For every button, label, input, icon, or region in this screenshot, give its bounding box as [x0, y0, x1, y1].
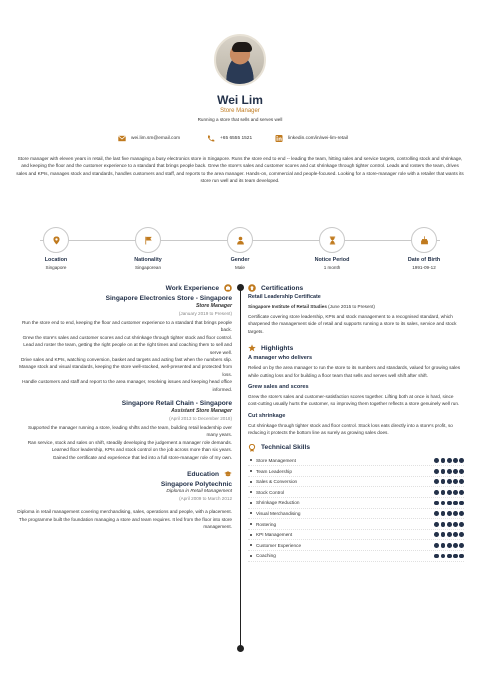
job-1-dates: (January 2019 to Present) — [178, 311, 232, 316]
cert-name: Retail Leadership Certificate — [248, 294, 321, 300]
skill-row — [248, 530, 464, 541]
contact-email-text: wei.lim.sm@email.com — [131, 136, 181, 141]
skill-rating-dot — [434, 522, 439, 527]
skill-rating-dot — [459, 490, 464, 495]
skill-rating-dot — [453, 511, 458, 516]
linkedin-icon — [275, 135, 283, 142]
skill-rating-dot — [441, 469, 446, 474]
info-dob — [388, 227, 460, 270]
skill-rating-dot — [447, 522, 452, 527]
skill-rating-dot — [434, 511, 439, 516]
skill-bullet — [250, 534, 252, 536]
skill-name: Visual Merchandising — [256, 510, 301, 516]
skill-bullet — [250, 491, 252, 493]
info-location-value: Singapore — [45, 265, 67, 270]
skill-name: Stock Control — [256, 489, 285, 495]
skills-list — [248, 456, 464, 562]
summary-text: Store manager with eleven years in retail, the last five managing a busy electronics store in Singapore. Runs the store end to end -- leading the team, hitting sales and service targets, controlling stock and shrinkage, and keeping the floor and the customer experience to a standard that brings people back. Grew the store's sales and customer scores and cut shrinkage through tighter control. Leads and rosters the team, drives sales and KPIs, manages stock and standards, handles customers and staff, and reports to the area manager. Hands-on, commercial and people-focused. Looking for a store-manager role with a retailer that wants its store run well and its team developed. — [16, 156, 464, 184]
skill-rating — [434, 479, 464, 484]
skill-rating-dot — [459, 501, 464, 506]
skill-rating-dot — [434, 543, 439, 548]
job-1-desc-line: Grew the store's sales and customer scores and cut shrinkage through tighter stock and floor control. — [22, 334, 232, 340]
cake-icon — [420, 236, 429, 245]
info-dob-label: Date of Birth — [407, 257, 441, 263]
job-2-title: Assistant Store Manager — [171, 408, 232, 415]
person-icon — [236, 236, 245, 245]
skill-rating-dot — [441, 543, 446, 548]
skill-rating — [434, 469, 464, 474]
skill-rating-dot — [453, 543, 458, 548]
skill-row — [248, 498, 464, 509]
skill-rating-dot — [447, 543, 452, 548]
avatar — [214, 34, 266, 86]
info-location-label: Location — [44, 257, 68, 263]
job-2-company: Singapore Retail Chain - Singapore — [121, 400, 232, 408]
timeline-dot-top — [237, 284, 244, 291]
skill-rating-dot — [459, 543, 464, 548]
skill-rating-dot — [441, 532, 446, 537]
skill-row — [248, 551, 464, 562]
education-heading — [16, 470, 232, 478]
skill-rating-dot — [459, 532, 464, 537]
skill-row — [248, 456, 464, 467]
cert-dates: (June 2015 to Present) — [328, 304, 375, 309]
job-1-title: Store Manager — [195, 303, 232, 309]
skill-rating-dot — [434, 554, 439, 559]
skill-bullet — [250, 502, 252, 504]
job-1-desc-line: Lead and roster the team, getting the right people on at the right times and coaching them to sell and serve well. — [23, 342, 232, 355]
job-2-dates: (April 2013 to December 2018) — [169, 416, 232, 422]
skill-rating-dot — [453, 469, 458, 474]
skill-rating-dot — [453, 522, 458, 527]
info-gender-value: Male — [235, 265, 245, 270]
info-strip — [18, 227, 462, 270]
certificate-icon — [248, 284, 256, 292]
timeline-line — [240, 288, 241, 648]
info-nationality — [112, 227, 184, 270]
info-location — [20, 227, 92, 270]
work-experience-title: Work Experience — [165, 284, 219, 292]
contact-email[interactable] — [118, 135, 180, 142]
star-icon — [248, 344, 256, 352]
cert-org-line — [248, 304, 464, 309]
flag-icon — [144, 236, 153, 245]
highlight-2-title: Grew sales and scores — [248, 384, 309, 391]
skill-rating-dot — [434, 501, 439, 506]
skill-rating-dot — [453, 479, 458, 484]
highlight-2-description: Grew the store's sales and customer-satisfaction scores together. Lifting both at once is hard, since cost-cutting usually hurts the customer, so improving them together reflects a store genuinely well run. — [248, 394, 460, 407]
education-dates: (April 2009 to March 2012 — [179, 496, 232, 502]
skill-rating-dot — [441, 458, 446, 463]
badge-icon — [248, 444, 256, 452]
skill-row — [248, 519, 464, 530]
candidate-name: Wei Lim — [217, 93, 263, 107]
job-1-desc-line: Run the store end to end, keeping the floor and customer experience to a standard that brings people back. — [21, 320, 232, 333]
info-gender — [204, 227, 276, 270]
skill-name: Team Leadership — [256, 468, 292, 474]
timeline-dot-bottom — [237, 645, 244, 652]
skill-rating-dot — [441, 501, 446, 506]
job-1-company: Singapore Electronics Store - Singapore — [105, 295, 232, 302]
info-notice-label: Notice Period — [314, 257, 350, 263]
skill-rating-dot — [434, 469, 439, 474]
skill-rating-dot — [441, 490, 446, 495]
skill-rating-dot — [434, 532, 439, 537]
job-2-description — [16, 424, 232, 461]
job-2-desc-line: Gained the certificate and experience that led into a full store-manager role of my own. — [52, 454, 232, 460]
right-column — [248, 284, 464, 562]
job-2-desc-line: Ran service, stock and sales on shift, steadily developing the judgement a manager role demands. — [27, 439, 232, 445]
skill-name: Rostering — [256, 521, 277, 527]
contact-bar — [0, 135, 480, 145]
skill-rating-dot — [441, 554, 446, 559]
info-dob-circle — [411, 227, 437, 253]
skill-bullet — [250, 544, 252, 546]
info-notice-circle — [319, 227, 345, 253]
certifications-heading — [248, 284, 464, 292]
skill-rating-dot — [441, 511, 446, 516]
skill-rating-dot — [459, 522, 464, 527]
info-location-circle — [43, 227, 69, 253]
skill-rating-dot — [447, 511, 452, 516]
certifications-title: Certifications — [261, 284, 304, 292]
job-1-desc-line: Drive sales and KPIs, watching conversion, basket and targets and acting fast when the numbers slip. — [20, 357, 232, 363]
email-icon — [118, 135, 126, 142]
skill-rating — [434, 554, 464, 559]
hourglass-icon — [328, 236, 337, 245]
job-2-desc-line: Supported the manager running a store, leading shifts and the team, building retail leadership over many years. — [27, 425, 232, 438]
info-nationality-label: Nationality — [134, 257, 162, 263]
skill-rating-dot — [447, 490, 452, 495]
highlight-1-description: Relied on by the area manager to run the store to its numbers and standards, valued for growing sales while cutting loss and for building a floor team that sells and serves well shift after shift. — [248, 365, 461, 378]
skill-rating — [434, 458, 464, 463]
skill-rating-dot — [447, 501, 452, 506]
skill-rating-dot — [459, 554, 464, 559]
skill-rating-dot — [447, 458, 452, 463]
info-gender-label: Gender — [230, 257, 250, 263]
skill-rating-dot — [453, 554, 458, 559]
phone-icon — [207, 135, 215, 142]
candidate-role: Store Manager — [220, 108, 260, 114]
skill-rating-dot — [459, 469, 464, 474]
skill-rating — [434, 522, 464, 527]
work-experience-heading — [16, 284, 232, 292]
location-pin-icon — [52, 236, 61, 245]
skill-rating-dot — [447, 532, 452, 537]
education-title: Education — [187, 470, 219, 478]
skills-title: Technical Skills — [261, 444, 310, 452]
skill-rating-dot — [441, 479, 446, 484]
skill-rating — [434, 532, 464, 537]
highlight-3-title: Cut shrinkage — [248, 412, 286, 419]
contact-phone[interactable] — [207, 135, 252, 142]
skill-bullet — [250, 481, 252, 483]
skill-bullet — [250, 470, 252, 472]
skill-bullet — [250, 555, 252, 557]
skill-name: Coaching — [256, 553, 276, 559]
skill-rating-dot — [453, 501, 458, 506]
skill-rating — [434, 490, 464, 495]
info-nationality-value: Singaporean — [134, 265, 162, 270]
skill-row — [248, 477, 464, 488]
left-column — [16, 284, 232, 530]
education-description: Diploma in retail management covering merchandising, sales, operations and people, with a placement. The programme built the foundation managing a store and team requires. It led from the floor into store management. — [17, 509, 232, 529]
education-degree: Diploma in Retail Management — [166, 489, 232, 495]
skill-rating-dot — [447, 554, 452, 559]
briefcase-icon — [224, 284, 232, 292]
info-nationality-circle — [135, 227, 161, 253]
cert-description: Certificate covering store leadership, KPIs and stock management to a recognised standard, which sharpened the management side of retail and supports running a store to its sales, service and stock targets. — [248, 314, 457, 334]
skill-bullet — [250, 523, 252, 525]
contact-linkedin-text: linkedin.com/in/wei-lim-retail — [288, 136, 348, 141]
skill-bullet — [250, 459, 252, 461]
skills-heading — [248, 444, 464, 452]
skill-rating-dot — [453, 458, 458, 463]
info-notice-value: 1 month — [323, 265, 341, 270]
candidate-tagline: Running a store that sells and serves well — [197, 117, 283, 122]
highlight-1-title: A manager who delivers — [248, 355, 313, 362]
skill-name: Shrinkage Reduction — [256, 500, 300, 506]
skill-rating-dot — [459, 458, 464, 463]
contact-phone-text: +65 6555 1521 — [220, 136, 253, 141]
cert-org: Singapore Institute of Retail Studies — [248, 304, 327, 309]
skill-rating-dot — [453, 532, 458, 537]
skill-rating-dot — [434, 490, 439, 495]
contact-linkedin[interactable] — [275, 135, 348, 142]
skill-bullet — [250, 512, 252, 514]
skill-rating-dot — [434, 479, 439, 484]
skill-name: Customer Experience — [256, 542, 302, 548]
graduation-cap-icon — [224, 470, 232, 478]
info-gender-circle — [227, 227, 253, 253]
skill-rating-dot — [447, 469, 452, 474]
job-2-desc-line: Learned floor leadership, KPIs and stock control on the job across more than six years. — [51, 447, 232, 453]
job-1-desc-line: Manage stock and visual standards, keeping the store well-stocked, well-presented and protected from loss. — [19, 364, 232, 377]
skill-name: Store Management — [256, 457, 296, 463]
job-1-desc-line: Handle customers and staff and report to the area manager, resolving issues and keeping head office informed. — [22, 379, 232, 392]
skill-rating-dot — [434, 458, 439, 463]
skill-row — [248, 487, 464, 498]
skill-rating-dot — [459, 479, 464, 484]
skill-rating — [434, 543, 464, 548]
skill-rating-dot — [459, 511, 464, 516]
info-notice — [296, 227, 368, 270]
skill-row — [248, 509, 464, 520]
skill-rating-dot — [441, 522, 446, 527]
job-1-description — [16, 319, 232, 393]
skill-rating — [434, 501, 464, 506]
skill-row — [248, 466, 464, 477]
info-dob-value: 1991-09-12 — [412, 265, 436, 270]
skill-row — [248, 540, 464, 551]
skill-name: KPI Management — [256, 532, 293, 538]
highlights-title: Highlights — [261, 344, 294, 352]
skill-rating-dot — [447, 479, 452, 484]
education-school: Singapore Polytechnic — [160, 481, 232, 489]
skill-name: Sales & Conversion — [256, 479, 298, 485]
highlights-heading — [248, 344, 464, 352]
skill-rating-dot — [453, 490, 458, 495]
skill-rating — [434, 511, 464, 516]
highlight-3-description: Cut shrinkage through tighter stock and floor control. Stock loss eats directly into a store's profit, so reducing it protects the bottom line as surely as growing sales does. — [248, 422, 453, 436]
